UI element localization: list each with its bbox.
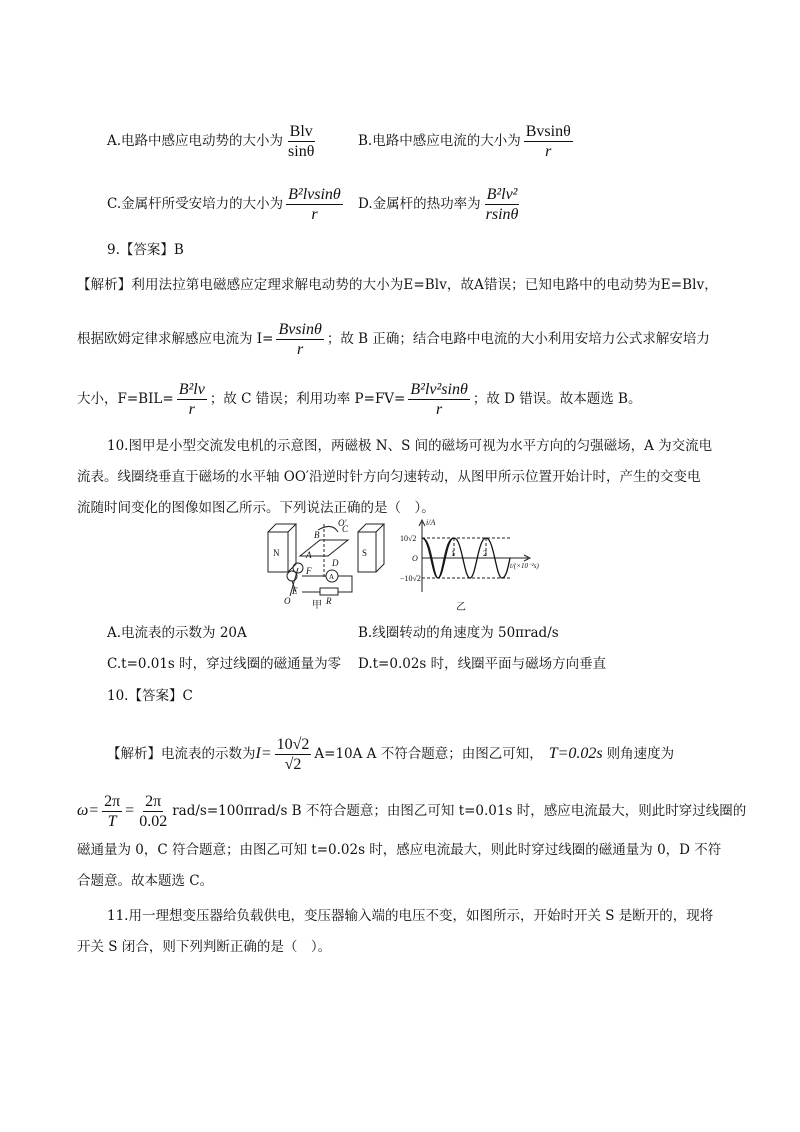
- q10-explanation-line4: 合题意。故本题选 C。: [77, 873, 214, 889]
- graph-xtick-2: 2: [483, 549, 487, 558]
- q9-explanation-line1: 【解析】利用法拉第电磁感应定理求解电动势的大小为E=Blv，故A错误；已知电路中的电动势为E=Blv，: [77, 277, 718, 293]
- current-time-graph: [400, 516, 580, 596]
- q9-option-a: A.电路中感应电动势的大小为 $\frac{\text{Blv}}{\sin\theta}$: [107, 123, 315, 160]
- magnet-s-label: S: [362, 548, 368, 558]
- magnet-n-label: N: [273, 548, 280, 558]
- point-o-label: O: [284, 596, 291, 606]
- graph-origin: O: [412, 554, 418, 563]
- point-f-label: F: [306, 566, 312, 576]
- figure-yi-caption: 乙: [456, 602, 466, 613]
- point-c-label: C: [342, 524, 349, 534]
- q10-explanation-line3: 磁通量为 0，C 符合题意；由图乙可知 t=0.02s 时，感应电流最大，则此时穿过线圈的磁通量为 0，D 不符: [77, 842, 722, 858]
- q9-explanation-line2: 根据欧姆定律求解感应电流为 I= $\frac{Bvsin\theta}{r}$ ；故 B 正确；结合电路中电流的大小利用安培力公式求解安培力: [77, 321, 710, 358]
- figure-jia-caption: 甲: [312, 600, 322, 611]
- q9-option-d: D.金属杆的热功率为 $\frac{\text{B²lv²}}{rsin\theta}$: [358, 186, 519, 223]
- point-a-label: A: [306, 550, 312, 560]
- q9-option-c: C.金属杆所受安培力的大小为 $\frac{\text{B²lvsinθ}}{r}$: [107, 186, 341, 223]
- generator-figure: [262, 518, 392, 610]
- q9-explanation-line3: 大小，F=BIL= $\frac{\text{B²lv}}{r}$ ；故 C 错误；利用功率 P=FV= $\frac{\text{B²lv²sinθ}}{r}$ ；故 D 错误。故本题选 B。: [77, 381, 642, 418]
- q10-option-b: B.线圈转动的角速度为 50πrad/s: [358, 625, 559, 641]
- q10-stem-line2: 流表。线圈绕垂直于磁场的水平轴 OO′沿逆时针方向匀速转动，从图甲所示位置开始计时，产生的交变电: [77, 469, 701, 485]
- q10-answer: 10.【答案】C: [107, 688, 193, 704]
- q11-stem-line1: 11.用一理想变压器给负载供电，变压器输入端的电压不变，如图所示，开始时开关 S 是断开的，现将: [107, 908, 714, 924]
- graph-ylabel: i/A: [426, 518, 436, 527]
- graph-ytick-neg: −10√2: [400, 574, 421, 583]
- q10-stem-line3: 流随时间变化的图像如图乙所示。下列说法正确的是（ ）。: [77, 500, 435, 516]
- graph-ytick-pos: 10√2: [400, 534, 417, 543]
- q10-option-d: D.t=0.02s 时，线圈平面与磁场方向垂直: [358, 656, 607, 672]
- q11-stem-line2: 开关 S 闭合，则下列判断正确的是（ ）。: [77, 939, 332, 955]
- q9-option-b: B.电路中感应电流的大小为 $\frac{Bvsin\theta}{r}$: [358, 123, 571, 160]
- point-d-label: D: [332, 558, 339, 568]
- q10-stem-line1: 10.图甲是小型交流发电机的示意图，两磁极 N、S 间的磁场可视为水平方向的匀强磁场，A 为交流电: [107, 438, 713, 454]
- resistor-r-label: R: [326, 596, 332, 606]
- point-b-label: B: [314, 530, 320, 540]
- graph-xlabel: t/(×10⁻²s): [510, 562, 539, 570]
- q10-explanation-line1: 【解析】电流表的示数为I= $\frac{10√2}{√2}$ A=10A A 不符合题意；由图乙可知， T=0.02s 则角速度为: [107, 736, 675, 773]
- q10-explanation-line2: ω= $\frac{2\pi}{T}$ = $\frac{2\pi}{0.02}$ rad/s=100πrad/s B 不符合题意；由图乙可知 t=0.01s 时，感应电流最大，则此时穿过线圈的: [77, 793, 747, 830]
- point-e-label: E: [292, 586, 298, 596]
- q10-option-c: C.t=0.01s 时，穿过线圈的磁通量为零: [107, 656, 342, 672]
- ammeter-label: A: [329, 573, 335, 581]
- q9-answer: 9.【答案】B: [107, 242, 184, 258]
- q10-option-a: A.电流表的示数为 20A: [107, 625, 247, 641]
- graph-xtick-1: 1: [451, 549, 455, 558]
- point-o2-label: O′: [338, 518, 347, 528]
